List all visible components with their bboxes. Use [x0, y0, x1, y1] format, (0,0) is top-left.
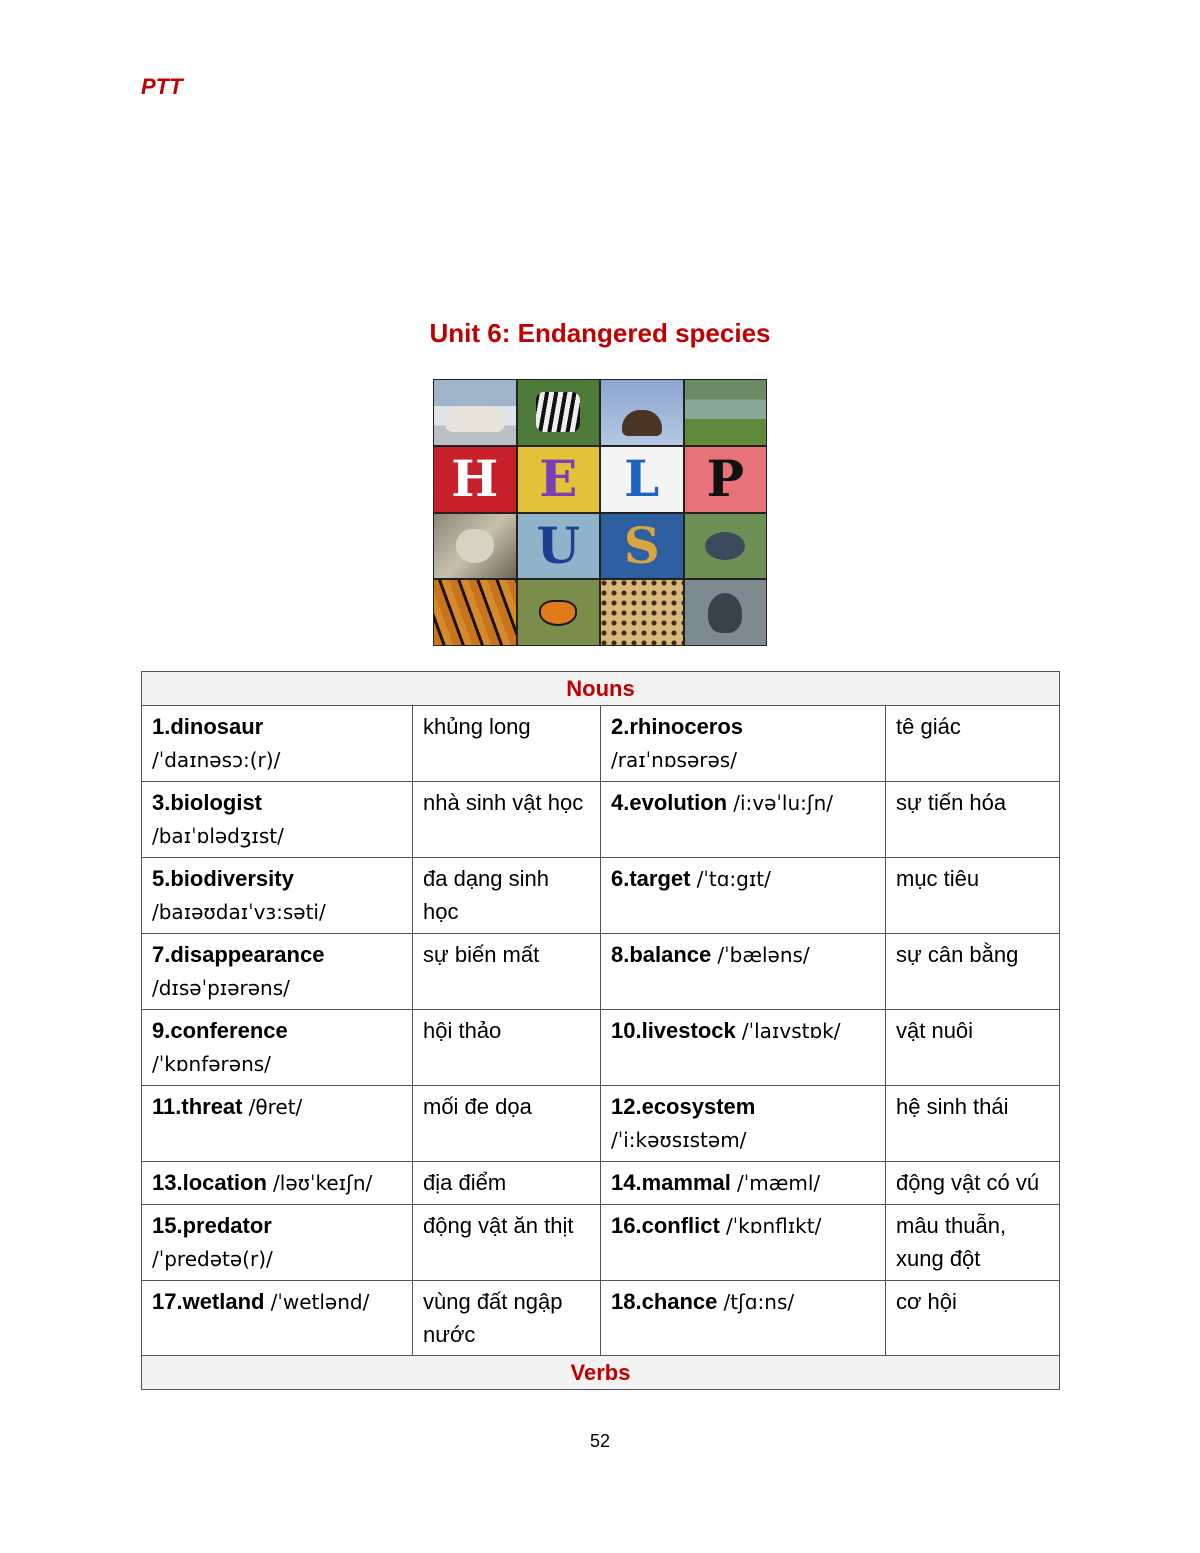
table-row — [142, 1162, 1060, 1205]
butterfly-photo — [518, 580, 600, 645]
table-row — [142, 706, 1060, 782]
vocab-word: 12.ecosystem — [611, 1094, 756, 1119]
bear-photo — [601, 380, 683, 445]
word-cell — [142, 1281, 413, 1356]
meaning-cell: vật nuôi — [886, 1010, 1060, 1086]
word-cell — [142, 1205, 413, 1281]
meaning-cell: động vật có vú — [886, 1162, 1060, 1205]
verbs-heading: Verbs — [142, 1356, 1060, 1390]
vocab-ipa: /ˈbæləns/ — [717, 943, 810, 967]
tiger-photo — [434, 580, 516, 645]
letter-l-tile — [601, 447, 683, 512]
vocab-word: 10.livestock — [611, 1018, 736, 1043]
header-mark: PTT — [141, 74, 183, 99]
vocab-ipa: /ˈdaɪnəsɔ:(r)/ — [152, 748, 281, 772]
letter-u-tile — [518, 514, 600, 579]
word-cell — [601, 1281, 886, 1356]
letter-p-tile — [685, 447, 767, 512]
vocab-ipa: /ˈpredətə(r)/ — [152, 1247, 273, 1271]
meaning-cell: hệ sinh thái — [886, 1086, 1060, 1162]
vocab-ipa: /i:vəˈlu:ʃn/ — [733, 791, 834, 815]
vocab-word: 15.predator — [152, 1213, 272, 1238]
letter-h: H — [451, 449, 499, 509]
word-cell — [601, 1205, 886, 1281]
meaning-cell: đa dạng sinh học — [413, 858, 601, 934]
meaning-cell: địa điểm — [413, 1162, 601, 1205]
vocab-word: 3.biologist — [152, 790, 262, 815]
letter-p: P — [706, 449, 745, 509]
vocab-word: 8.balance — [611, 942, 712, 967]
vocab-word: 7.disappearance — [152, 942, 325, 967]
verbs-heading-row — [142, 1356, 1060, 1390]
meaning-cell: động vật ăn thịt — [413, 1205, 601, 1281]
word-cell — [142, 1010, 413, 1086]
nouns-heading: Nouns — [142, 672, 1060, 706]
vocab-ipa: /ˈmæml/ — [736, 1171, 821, 1195]
word-cell — [601, 706, 886, 782]
word-cell — [601, 858, 886, 934]
letter-s-tile — [601, 514, 683, 579]
table-row — [142, 934, 1060, 1010]
word-cell — [601, 1086, 886, 1162]
word-cell — [601, 1162, 886, 1205]
vocab-ipa: /ˈkɒnfərəns/ — [152, 1052, 271, 1076]
meaning-cell: nhà sinh vật học — [413, 782, 601, 858]
page-number: 52 — [589, 1431, 611, 1451]
meaning-cell: mâu thuẫn, xung đột — [886, 1205, 1060, 1281]
duck-photo — [685, 514, 767, 579]
vocab-word: 5.biodiversity — [152, 866, 294, 891]
table-row — [142, 858, 1060, 934]
table-row — [142, 782, 1060, 858]
letter-l: L — [624, 449, 660, 509]
word-cell — [601, 1010, 886, 1086]
letter-h-tile — [434, 447, 516, 512]
vocab-word: 6.target — [611, 866, 691, 891]
table-row — [142, 1205, 1060, 1281]
meaning-cell: cơ hội — [886, 1281, 1060, 1356]
word-cell — [142, 706, 413, 782]
word-cell — [142, 858, 413, 934]
vocab-word: 11.threat — [152, 1094, 243, 1119]
meaning-cell: sự tiến hóa — [886, 782, 1060, 858]
meaning-cell: hội thảo — [413, 1010, 601, 1086]
vocab-word: 2.rhinoceros — [611, 714, 744, 739]
letter-u: U — [536, 515, 581, 575]
cockatoo-photo — [685, 580, 767, 645]
meaning-cell: sự cân bằng — [886, 934, 1060, 1010]
meaning-cell: khủng long — [413, 706, 601, 782]
word-cell — [601, 934, 886, 1010]
word-cell — [142, 782, 413, 858]
cheetah-photo — [601, 580, 683, 645]
vocab-ipa: /θret/ — [248, 1095, 303, 1119]
wolf-photo — [434, 514, 516, 579]
seal-photo — [434, 380, 516, 445]
word-cell — [142, 1162, 413, 1205]
help-us-collage — [433, 379, 767, 646]
vocab-word: 18.chance — [611, 1289, 718, 1314]
vocab-ipa: /ˈi:kəʊsɪstəm/ — [611, 1128, 747, 1152]
zebra-photo — [518, 380, 600, 445]
nouns-heading-row — [142, 672, 1060, 706]
word-cell — [142, 934, 413, 1010]
meaning-cell: mối đe dọa — [413, 1086, 601, 1162]
vocab-ipa: /ləʊˈkeɪʃn/ — [273, 1171, 373, 1195]
vocab-ipa: /dɪsəˈpɪərəns/ — [152, 976, 290, 1000]
meaning-cell: tê giác — [886, 706, 1060, 782]
table-row — [142, 1086, 1060, 1162]
vocab-ipa: /ˈwetlənd/ — [270, 1290, 370, 1314]
meaning-cell: vùng đất ngập nước — [413, 1281, 601, 1356]
vocab-word: 1.dinosaur — [152, 714, 264, 739]
vocab-word: 16.conflict — [611, 1213, 720, 1238]
table-row — [142, 1281, 1060, 1356]
meaning-cell: mục tiêu — [886, 858, 1060, 934]
wetland-photo — [685, 380, 767, 445]
vocabulary-table — [141, 671, 1060, 1390]
vocab-ipa: /baɪəʊdaɪˈvɜ:səti/ — [152, 900, 326, 924]
vocab-word: 14.mammal — [611, 1170, 731, 1195]
vocab-ipa: /tʃɑ:ns/ — [723, 1290, 795, 1314]
vocab-word: 4.evolution — [611, 790, 728, 815]
vocab-word: 9.conference — [152, 1018, 288, 1043]
vocab-ipa: /raɪˈnɒsərəs/ — [611, 748, 737, 772]
vocab-word: 13.location — [152, 1170, 267, 1195]
vocab-ipa: /baɪˈɒlədʒɪst/ — [152, 824, 284, 848]
unit-title: Unit 6: Endangered species — [429, 318, 771, 348]
vocab-ipa: /ˈtɑ:gɪt/ — [696, 867, 771, 891]
letter-e: E — [539, 449, 578, 509]
vocab-word: 17.wetland — [152, 1289, 265, 1314]
word-cell — [601, 782, 886, 858]
word-cell — [142, 1086, 413, 1162]
vocab-ipa: /ˈlaɪvstɒk/ — [741, 1019, 841, 1043]
vocab-ipa: /ˈkɒnflɪkt/ — [725, 1214, 822, 1238]
table-row — [142, 1010, 1060, 1086]
letter-e-tile — [518, 447, 600, 512]
meaning-cell: sự biến mất — [413, 934, 601, 1010]
letter-s: S — [623, 515, 660, 575]
